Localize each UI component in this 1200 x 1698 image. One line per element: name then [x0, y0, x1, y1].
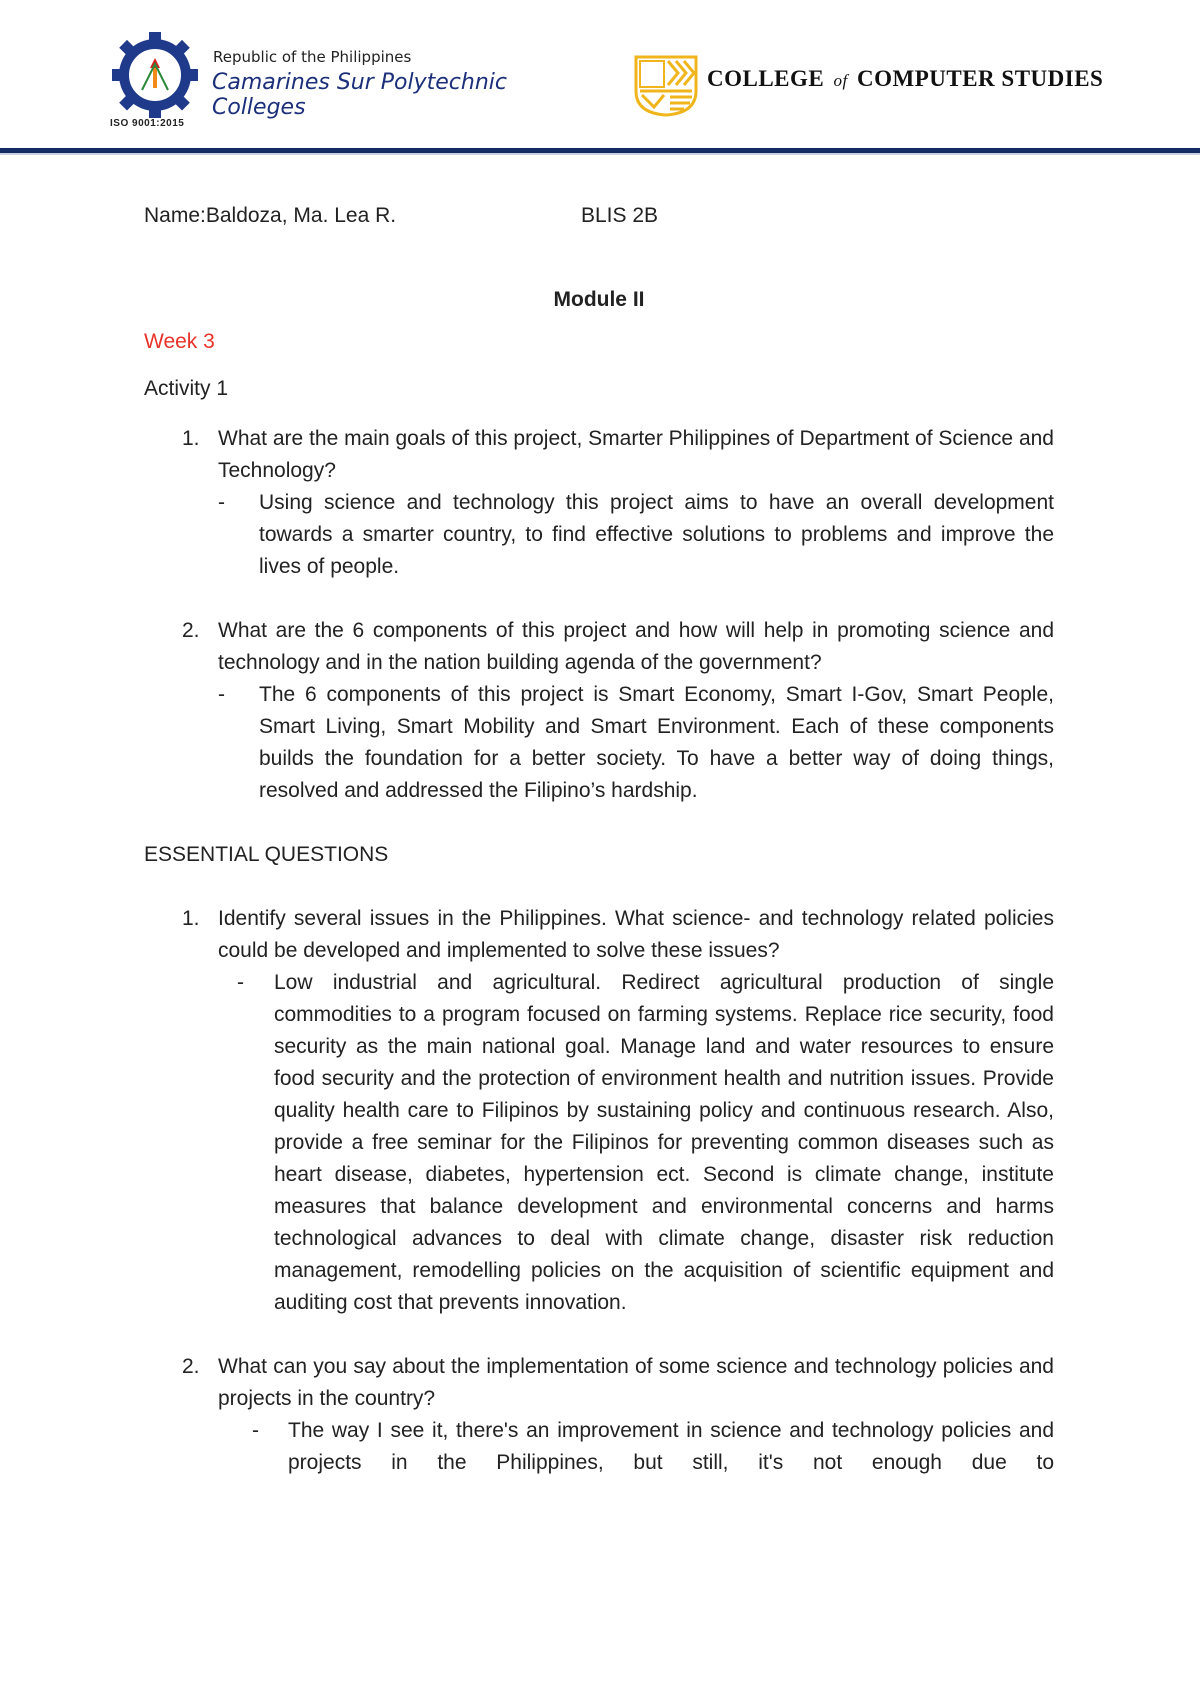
question-text: What are the main goals of this project, Smarter Philippines of Department of Science and Technology? [218, 427, 1054, 482]
question-text: What are the 6 components of this project and how will help in promoting science and technology and in the nation building agenda of the government? [218, 619, 1054, 674]
item-number: 1. [182, 427, 200, 450]
answer-text: The 6 components of this project is Smart Economy, Smart I-Gov, Smart People, Smart Living, Smart Mobility and Smart Environment. Each of these components builds the foundation for a better society. To have a better way of doing things, resolved and addressed the Filipino’s hardship. [259, 683, 1054, 802]
question-text: What can you say about the implementation of some science and technology policies and projects in the country? [218, 1355, 1054, 1410]
essential-heading: ESSENTIAL QUESTIONS [144, 843, 389, 866]
answer-text: Low industrial and agricultural. Redirect agricultural production of single commodities to a program focused on farming systems. Replace rice security, food security as the main national goal. Manage land and water resources to ensure food security and the protection of environment health and nutrition issues. Provide quality health care to Filipinos by sustaining policy and continuous research. Also, provide a free seminar for the Filipinos for preventing common diseases such as heart disease, diabetes, hypertension ect. Second is climate change, institute measures that balance development and environmental concerns and harms technological advances to deal with climate change, disaster risk reduction management, remodelling policies on the acquisition of scientific equipment and auditing cost that prevents innovation. [274, 971, 1054, 1314]
activity-answer-2 [218, 679, 1054, 807]
module-title: Module II [553, 288, 645, 311]
iso-label: ISO 9001:2015 [110, 118, 185, 129]
item-number: 2. [182, 1355, 200, 1378]
dash-bullet: - [252, 1419, 259, 1442]
dash-bullet: - [218, 683, 225, 706]
activity-question-2 [144, 615, 1054, 679]
header-divider [0, 148, 1200, 155]
activity-question-1 [144, 423, 1054, 487]
student-info [144, 200, 1054, 232]
essential-answer-1 [237, 967, 1054, 1319]
question-text: Identify several issues in the Philippines. What science- and technology related policies could be developed and implemented to solve these issues? [218, 907, 1054, 962]
school-seal-icon [110, 30, 200, 120]
item-number: 1. [182, 907, 200, 930]
student-section: BLIS 2B [581, 204, 659, 227]
dash-bullet: - [237, 971, 244, 994]
essential-question-2 [144, 1351, 1054, 1415]
essential-question-1 [144, 903, 1054, 967]
essential-answer-2 [252, 1415, 1054, 1479]
dash-bullet: - [218, 491, 225, 514]
college-name: COLLEGE of COMPUTER STUDIES [707, 66, 1104, 91]
activity-label: Activity 1 [144, 377, 229, 400]
answer-text: Using science and technology this project aims to have an overall development towards a smarter country, to find effective solutions to problems and improve the lives of people. [259, 491, 1054, 578]
activity-answer-1 [218, 487, 1054, 583]
college-logo-icon [634, 55, 698, 117]
week-label: Week 3 [144, 330, 215, 353]
student-name: Name:Baldoza, Ma. Lea R. [144, 204, 397, 227]
republic-label: Republic of the Philippines [213, 48, 412, 66]
letterhead [0, 0, 1200, 160]
answer-text: The way I see it, there's an improvement in science and technology policies and projects in the Philippines, but still, it's not enough due to [288, 1419, 1054, 1474]
school-name: Camarines Sur Polytechnic Colleges [212, 70, 508, 120]
document-body [144, 200, 1054, 1479]
item-number: 2. [182, 619, 200, 642]
